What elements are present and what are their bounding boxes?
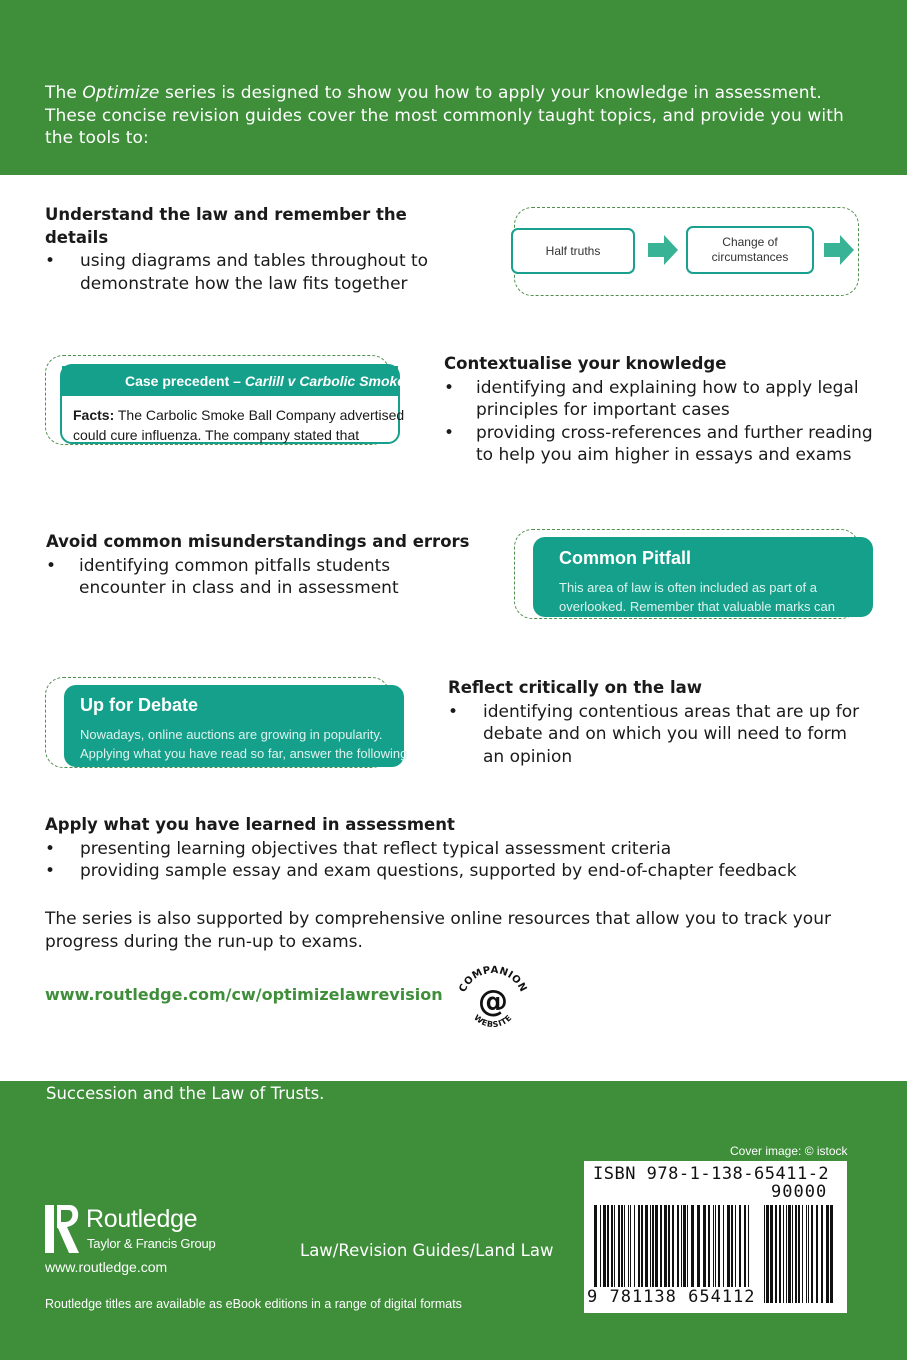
flow-arrow-icon	[824, 235, 854, 265]
subject-category: Law/Revision Guides/Land Law	[300, 1241, 554, 1260]
section-heading: Reflect critically on the law	[448, 678, 703, 697]
svg-text:WEBSITE: WEBSITE	[472, 1012, 514, 1030]
up-for-debate-sample	[45, 677, 408, 768]
companion-website-badge-icon	[455, 965, 531, 1031]
debate-card	[64, 685, 408, 767]
barcode-addon-bars	[764, 1205, 834, 1303]
ebook-note: Routledge titles are available as eBook editions in a range of digital formats	[45, 1297, 462, 1311]
pitfall-body: This area of law is often included as part of a overlooked. Remember that valuable marks can	[559, 580, 836, 614]
bullet-list	[444, 377, 874, 467]
bullet-item: • providing sample essay and exam questions, supported by end-of-chapter feedback	[45, 860, 845, 883]
bullet-item: • identifying contentious areas that are up for debate and on which you will need to form an opinion	[448, 701, 868, 769]
case-body: Facts: The Carbolic Smoke Ball Company advertised could cure influenza. The company stated that	[73, 407, 405, 443]
flow-arrow-icon	[648, 235, 678, 265]
routledge-logo	[45, 1205, 245, 1257]
bullet-item: • presenting learning objectives that reflect typical assessment criteria	[45, 838, 845, 861]
section-heading: Avoid common misunderstandings and errors	[46, 532, 470, 551]
case-card	[60, 364, 458, 444]
intro-band	[0, 0, 907, 175]
svg-text:COMPANION: COMPANION	[457, 965, 529, 995]
bullet-list	[448, 701, 868, 769]
section-understand	[45, 204, 465, 295]
price-code: 90000	[771, 1182, 828, 1202]
isbn-text: ISBN 978-1-138-65411-2	[593, 1164, 830, 1184]
pitfall-card	[533, 537, 873, 617]
bullet-item: • using diagrams and tables throughout to demonstrate how the law fits together	[45, 250, 465, 295]
publisher-group: Taylor & Francis Group	[87, 1236, 216, 1251]
section-heading: Contextualise your knowledge	[444, 354, 727, 373]
pitfall-title: Common Pitfall	[559, 548, 692, 568]
online-resources-text: The series is also supported by comprehensive online resources that allow you to track your progress during the run-up to exams.	[45, 909, 831, 952]
section-avoid	[46, 531, 476, 600]
section-reflect	[448, 677, 868, 768]
flow-box-half-truths: Half truths	[511, 228, 635, 274]
bullet-list	[45, 838, 845, 883]
publisher-website-link[interactable]: www.routledge.com	[45, 1259, 168, 1275]
bullet-item: • identifying common pitfalls students encounter in class and in assessment	[46, 555, 476, 600]
bullet-item: • providing cross-references and further reading to help you aim higher in essays and exams	[444, 422, 874, 467]
common-pitfall-sample	[514, 529, 859, 619]
debate-body: Nowadays, online auctions are growing in popularity. Applying what you have read so far, answer the following	[80, 727, 408, 761]
series-title: Succession and the Law of Trusts.	[46, 1084, 325, 1103]
diagram-sample	[514, 207, 859, 296]
case-header: Case precedent – Carlill v Carbolic Smoke Ball Co	[62, 366, 398, 396]
bullet-item: • identifying and explaining how to apply legal principles for important cases	[444, 377, 874, 422]
section-heading: Understand the law and remember the details	[45, 205, 407, 247]
barcode-number: 9 781138 654112	[587, 1287, 756, 1307]
flow-box-change: Change of circumstances	[686, 226, 814, 274]
companion-website-link[interactable]: www.routledge.com/cw/optimizelawrevision	[45, 985, 443, 1004]
svg-text:@: @	[478, 984, 508, 1019]
intro-text: The Optimize series is designed to show you how to apply your knowledge in assessment. These concise revision guides cover the most commonly taught topics, and provide you with the tools to:	[45, 83, 844, 148]
informa-tagline: an informa business	[838, 1214, 850, 1313]
debate-title: Up for Debate	[80, 695, 199, 715]
section-heading: Apply what you have learned in assessment	[45, 815, 455, 834]
routledge-r-icon	[45, 1205, 81, 1255]
bullet-list	[45, 250, 465, 295]
series-name: Optimize	[82, 83, 160, 103]
barcode	[584, 1161, 847, 1313]
section-contextualise	[444, 353, 874, 467]
publisher-name: Routledge	[86, 1205, 198, 1233]
cover-credit: Cover image: © istock	[730, 1144, 848, 1158]
case-precedent-sample	[45, 355, 458, 445]
section-apply	[45, 814, 845, 883]
bullet-list	[46, 555, 476, 600]
